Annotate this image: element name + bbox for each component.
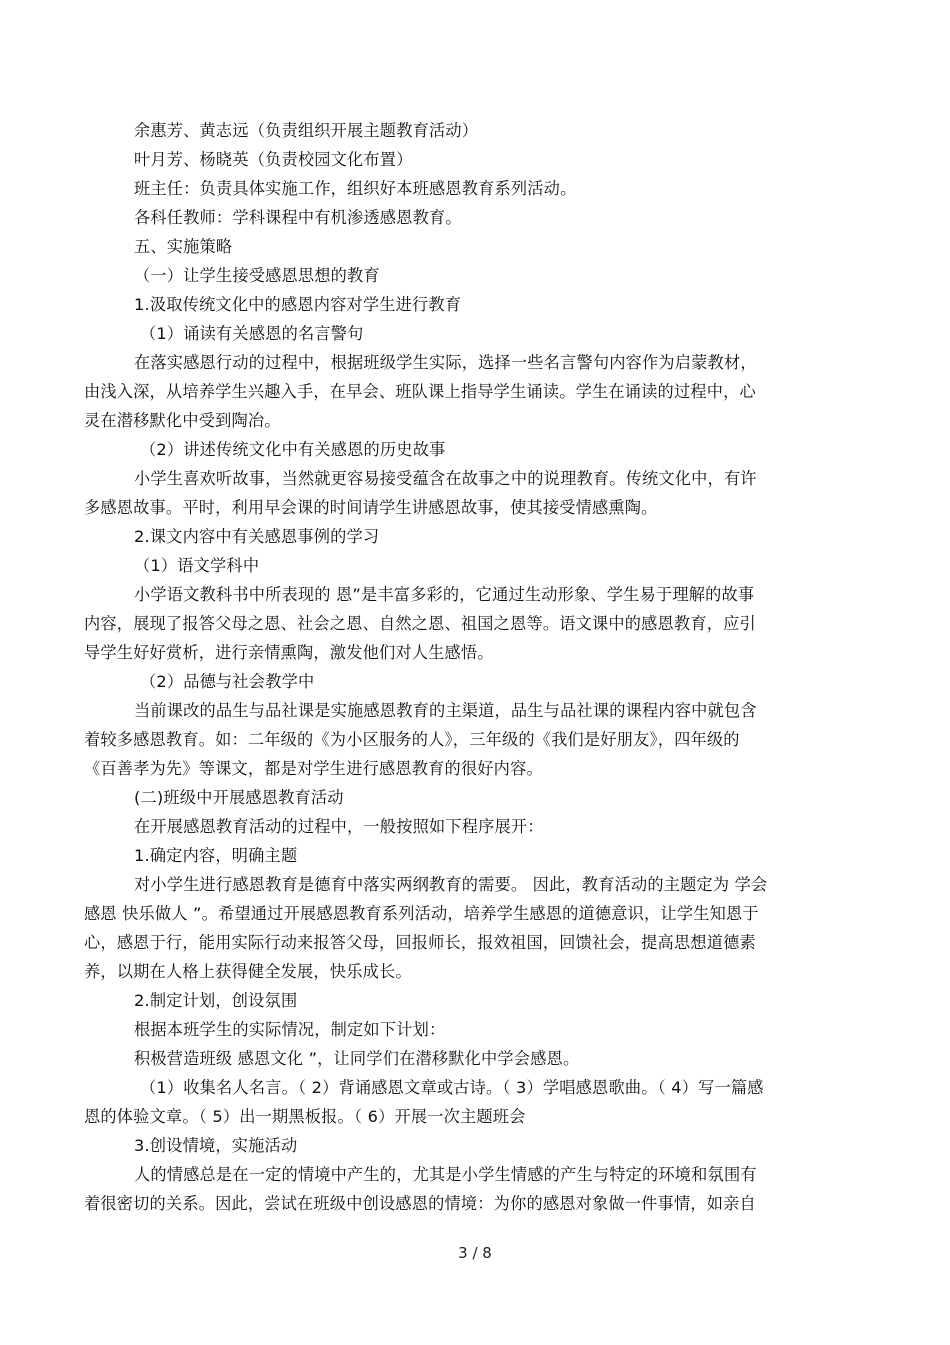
- text-line: 人的情感总是在一定的情境中产生的，尤其是小学生情感的产生与特定的环境和氛围有: [134, 1165, 757, 1184]
- item-heading: 2.课文内容中有关感恩事例的学习: [134, 527, 380, 546]
- text-line: 各科任教师：学科课程中有机渗透感恩教育。: [134, 208, 462, 227]
- item-heading: 1.确定内容，明确主题: [134, 846, 298, 865]
- text-line: 当前课改的品生与品社课是实施感恩教育的主渠道，品生与品社课的课程内容中就包含: [134, 701, 757, 720]
- page-number: 3 / 8: [458, 1244, 492, 1262]
- text-line: 对小学生进行感恩教育是德育中落实两纲教育的需要。 因此，教育活动的主题定为 学会: [134, 875, 768, 894]
- text-line: 养，以期在人格上获得健全发展，快乐成长。: [84, 962, 412, 981]
- text-line: 余惠芳、黄志远（负责组织开展主题教育活动）: [134, 121, 479, 140]
- text-line: 根据本班学生的实际情况，制定如下计划：: [134, 1020, 446, 1039]
- text-line: 由浅入深，从培养学生兴趣入手，在早会、班队课上指导学生诵读。学生在诵读的过程中，心: [84, 382, 756, 401]
- subsection-heading: (二)班级中开展感恩教育活动: [134, 788, 344, 807]
- text-line: 着很密切的关系。因此，尝试在班级中创设感恩的情境：为你的感恩对象做一件事情，如亲自: [84, 1194, 756, 1213]
- text-line: 在落实感恩行动的过程中，根据班级学生实际，选择一些名言警句内容作为启蒙教材，: [134, 353, 757, 372]
- text-line: 班主任：负责具体实施工作，组织好本班感恩教育系列活动。: [134, 179, 577, 198]
- text-line: 《百善孝为先》等课文，都是对学生进行感恩教育的很好内容。: [84, 759, 543, 778]
- text-line: 导学生好好赏析，进行亲情熏陶，激发他们对人生感悟。: [84, 643, 494, 662]
- item-heading: 3.创设情境，实施活动: [134, 1136, 298, 1155]
- text-line: 灵在潜移默化中受到陶冶。: [84, 411, 281, 430]
- text-line: 着较多感恩教育。如：二年级的《为小区服务的人》，三年级的《我们是好朋友》，四年级的: [84, 730, 740, 749]
- item-subheading: （2）品德与社会教学中: [140, 672, 315, 691]
- item-subheading: （2）讲述传统文化中有关感恩的历史故事: [140, 440, 446, 459]
- item-subheading: （1）诵读有关感恩的名言警句: [140, 324, 364, 343]
- text-line: 小学语文教科书中所表现的 恩”是丰富多彩的，它通过生动形象、学生易于理解的故事: [134, 585, 755, 604]
- text-line: 在开展感恩教育活动的过程中，一般按照如下程序展开：: [134, 817, 544, 836]
- item-heading: 2.制定计划，创设氛围: [134, 991, 298, 1010]
- item-subheading: （1）语文学科中: [134, 556, 260, 575]
- text-line: 心，感恩于行，能用实际行动来报答父母，回报师长，报效祖国，回馈社会，提高思想道德素: [84, 933, 756, 952]
- text-line: 小学生喜欢听故事，当然就更容易接受蕴含在故事之中的说理教育。传统文化中，有许: [134, 469, 757, 488]
- section-heading: 五、实施策略: [134, 237, 233, 256]
- text-line: 感恩 快乐做人 ”。希望通过开展感恩教育系列活动，培养学生感恩的道德意识，让学生知恩于: [84, 904, 759, 923]
- text-line: 恩的体验文章。（ 5）出一期黑板报。（ 6）开展一次主题班会: [84, 1107, 526, 1126]
- item-heading: 1.汲取传统文化中的感恩内容对学生进行教育: [134, 295, 462, 314]
- subsection-heading: （一）让学生接受感恩思想的教育: [134, 266, 380, 285]
- text-line: 叶月芳、杨晓英（负责校园文化布置）: [134, 150, 413, 169]
- text-line: （1）收集名人名言。（ 2）背诵感恩文章或古诗。（ 3）学唱感恩歌曲。（ 4）写一篇感: [140, 1078, 764, 1097]
- text-line: 积极营造班级 感恩文化 ”，让同学们在潜移默化中学会感恩。: [134, 1049, 580, 1068]
- text-line: 内容，展现了报答父母之恩、社会之恩、自然之恩、祖国之恩等。语文课中的感恩教育，应引: [84, 614, 756, 633]
- text-line: 多感恩故事。平时，利用早会课的时间请学生讲感恩故事，使其接受情感熏陶。: [84, 498, 658, 517]
